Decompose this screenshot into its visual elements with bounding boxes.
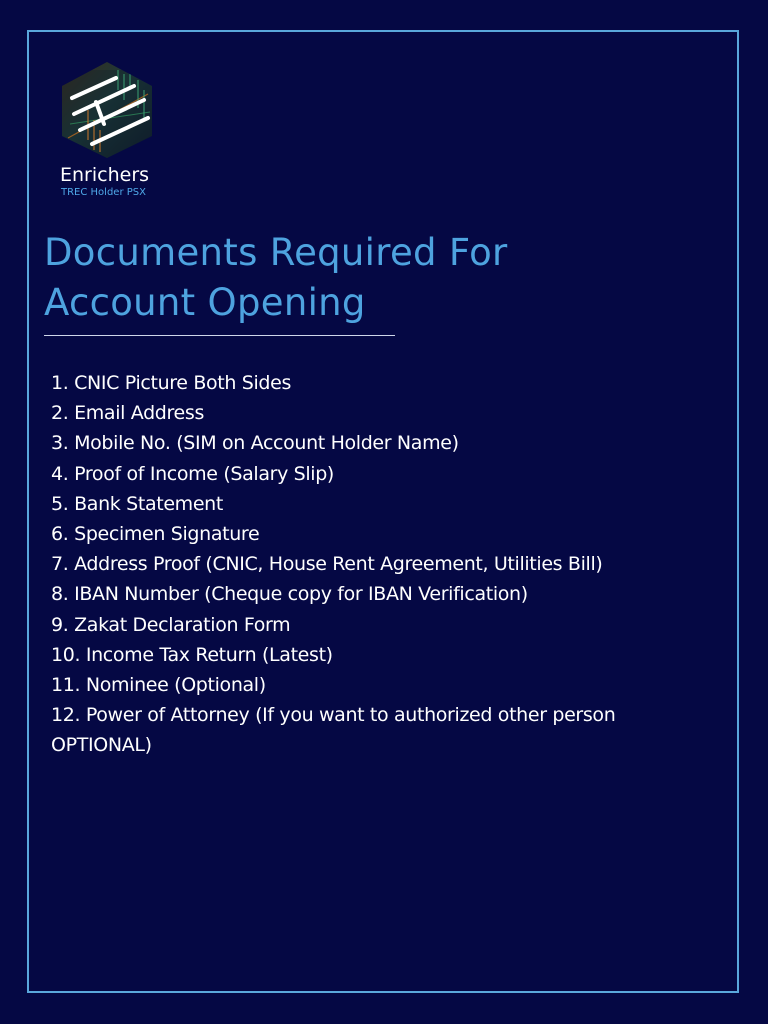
- document-item: 3. Mobile No. (SIM on Account Holder Name): [51, 432, 459, 455]
- document-list: [51, 368, 731, 761]
- title-divider: [44, 335, 395, 336]
- document-item: 11. Nominee (Optional): [51, 674, 266, 697]
- document-item: 6. Specimen Signature: [51, 523, 260, 546]
- hexagon-chart-logo: [58, 60, 156, 160]
- document-item: 2. Email Address: [51, 402, 204, 425]
- document-item: 12. Power of Attorney (If you want to authorized other person OPTIONAL): [51, 704, 616, 757]
- document-item: 1. CNIC Picture Both Sides: [51, 372, 292, 394]
- page-title: [44, 228, 724, 328]
- brand-name: Enrichers: [60, 164, 150, 186]
- document-item: 7. Address Proof (CNIC, House Rent Agreement, Utilities Bill): [51, 553, 603, 576]
- document-item: 8. IBAN Number (Cheque copy for IBAN Verification): [51, 583, 528, 606]
- document-item: 10. Income Tax Return (Latest): [51, 643, 333, 666]
- document-item: 9. Zakat Declaration Form: [51, 613, 291, 636]
- document-item: 5. Bank Statement: [51, 492, 223, 515]
- page-title-line-2: Account Opening: [44, 281, 366, 324]
- document-item: 4. Proof of Income (Salary Slip): [51, 462, 334, 485]
- brand-tagline: TREC Holder PSX: [61, 187, 146, 198]
- page-title-line-1: Documents Required For: [44, 231, 508, 274]
